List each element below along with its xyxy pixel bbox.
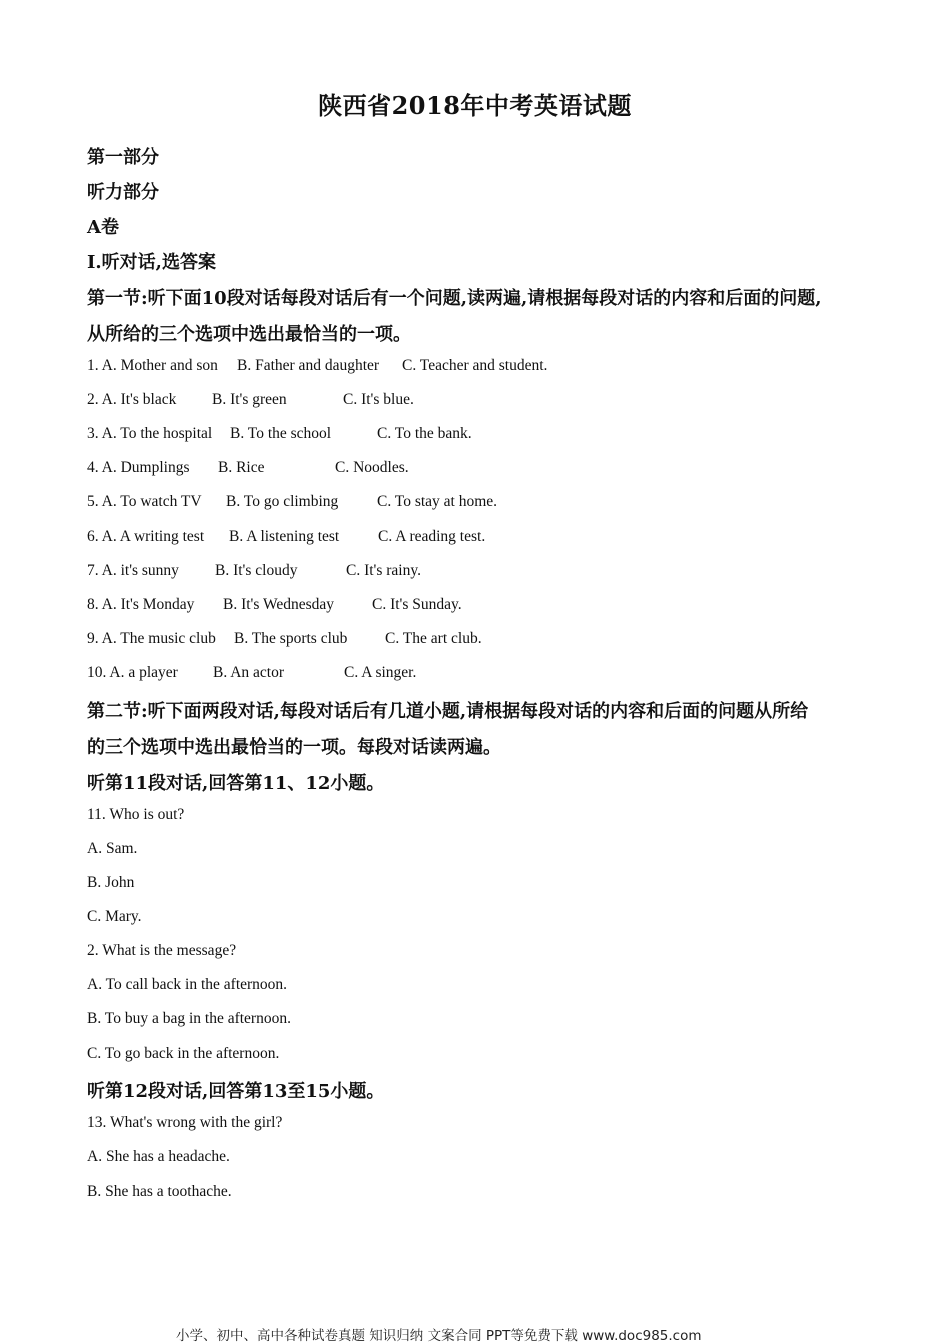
option-c: C. Mary.	[87, 908, 142, 925]
option-a: A. She has a headache.	[87, 1148, 230, 1165]
option-a: 3. A. To the hospital	[87, 425, 213, 442]
option-c: C. Noodles.	[335, 459, 409, 476]
option-b: B. The sports club	[234, 630, 348, 647]
listening-heading: 听力部分	[87, 182, 159, 203]
section1-instruction: 第一节:听下面10段对话每段对话后有一个问题,读两遍,请根据每段对话的内容和后面的问题,	[87, 288, 822, 309]
question-row	[87, 459, 409, 477]
question-row	[87, 630, 482, 648]
option-b: B. Father and daughter	[237, 357, 380, 374]
option-b: B. She has a toothache.	[87, 1183, 232, 1200]
option-b: B. It's green	[212, 391, 287, 408]
question-row	[87, 664, 416, 682]
section2-instruction: 第二节:听下面两段对话,每段对话后有几道小题,请根据每段对话的内容和后面的问题从所给	[87, 701, 809, 722]
option-a: 9. A. The music club	[87, 630, 216, 647]
option-a: 10. A. a player	[87, 664, 178, 681]
volume-heading: A卷	[87, 217, 119, 238]
option-b: B. It's cloudy	[215, 562, 298, 579]
question-text: 11. Who is out?	[87, 806, 185, 823]
option-a: 8. A. It's Monday	[87, 596, 195, 613]
option-a: 2. A. It's black	[87, 391, 177, 408]
question-row	[87, 425, 472, 443]
option-c: C. The art club.	[385, 630, 482, 647]
option-a: 4. A. Dumplings	[87, 459, 190, 476]
option-c: C. Teacher and student.	[402, 357, 548, 374]
option-c: C. To go back in the afternoon.	[87, 1045, 280, 1062]
option-c: C. A singer.	[344, 664, 417, 681]
option-b: B. To buy a bag in the afternoon.	[87, 1010, 291, 1027]
section-heading: I.听对话,选答案	[87, 252, 216, 273]
question-row	[87, 391, 414, 409]
question-text: 2. What is the message?	[87, 942, 237, 959]
question-row	[87, 493, 497, 511]
page-title: 陕西省2018年中考英语试题	[318, 91, 632, 120]
option-a: 7. A. it's sunny	[87, 562, 179, 579]
option-c: C. It's rainy.	[346, 562, 421, 579]
option-c: C. It's blue.	[343, 391, 414, 408]
option-a: A. To call back in the afternoon.	[87, 976, 288, 993]
option-b: B. An actor	[213, 664, 285, 681]
option-b: B. To the school	[230, 425, 332, 442]
section1-instruction-cont: 从所给的三个选项中选出最恰当的一项。	[87, 324, 411, 345]
question-row	[87, 596, 462, 614]
question-row	[87, 528, 485, 546]
option-b: B. Rice	[218, 459, 265, 476]
option-b: B. John	[87, 874, 135, 891]
dialog-heading: 听第12段对话,回答第13至15小题。	[87, 1081, 385, 1102]
option-a: 5. A. To watch TV	[87, 493, 202, 510]
option-b: B. To go climbing	[226, 493, 339, 510]
option-b: B. A listening test	[229, 528, 340, 545]
option-c: C. A reading test.	[378, 528, 486, 545]
option-a: A. Sam.	[87, 840, 138, 857]
option-c: C. To the bank.	[377, 425, 472, 442]
option-c: C. To stay at home.	[377, 493, 498, 510]
section2-instruction-cont: 的三个选项中选出最恰当的一项。每段对话读两遍。	[87, 737, 501, 758]
question-row	[87, 357, 547, 375]
option-c: C. It's Sunday.	[372, 596, 462, 613]
option-b: B. It's Wednesday	[223, 596, 335, 613]
part-heading: 第一部分	[87, 147, 159, 168]
dialog-heading: 听第11段对话,回答第11、12小题。	[87, 773, 385, 794]
option-a: 1. A. Mother and son	[87, 357, 218, 374]
page-footer: 小学、初中、高中各种试卷真题 知识归纳 文案合同 PPT等免费下载 www.doc985.com	[176, 1328, 702, 1344]
question-row	[87, 562, 421, 580]
option-a: 6. A. A writing test	[87, 528, 205, 545]
question-text: 13. What's wrong with the girl?	[87, 1114, 283, 1131]
